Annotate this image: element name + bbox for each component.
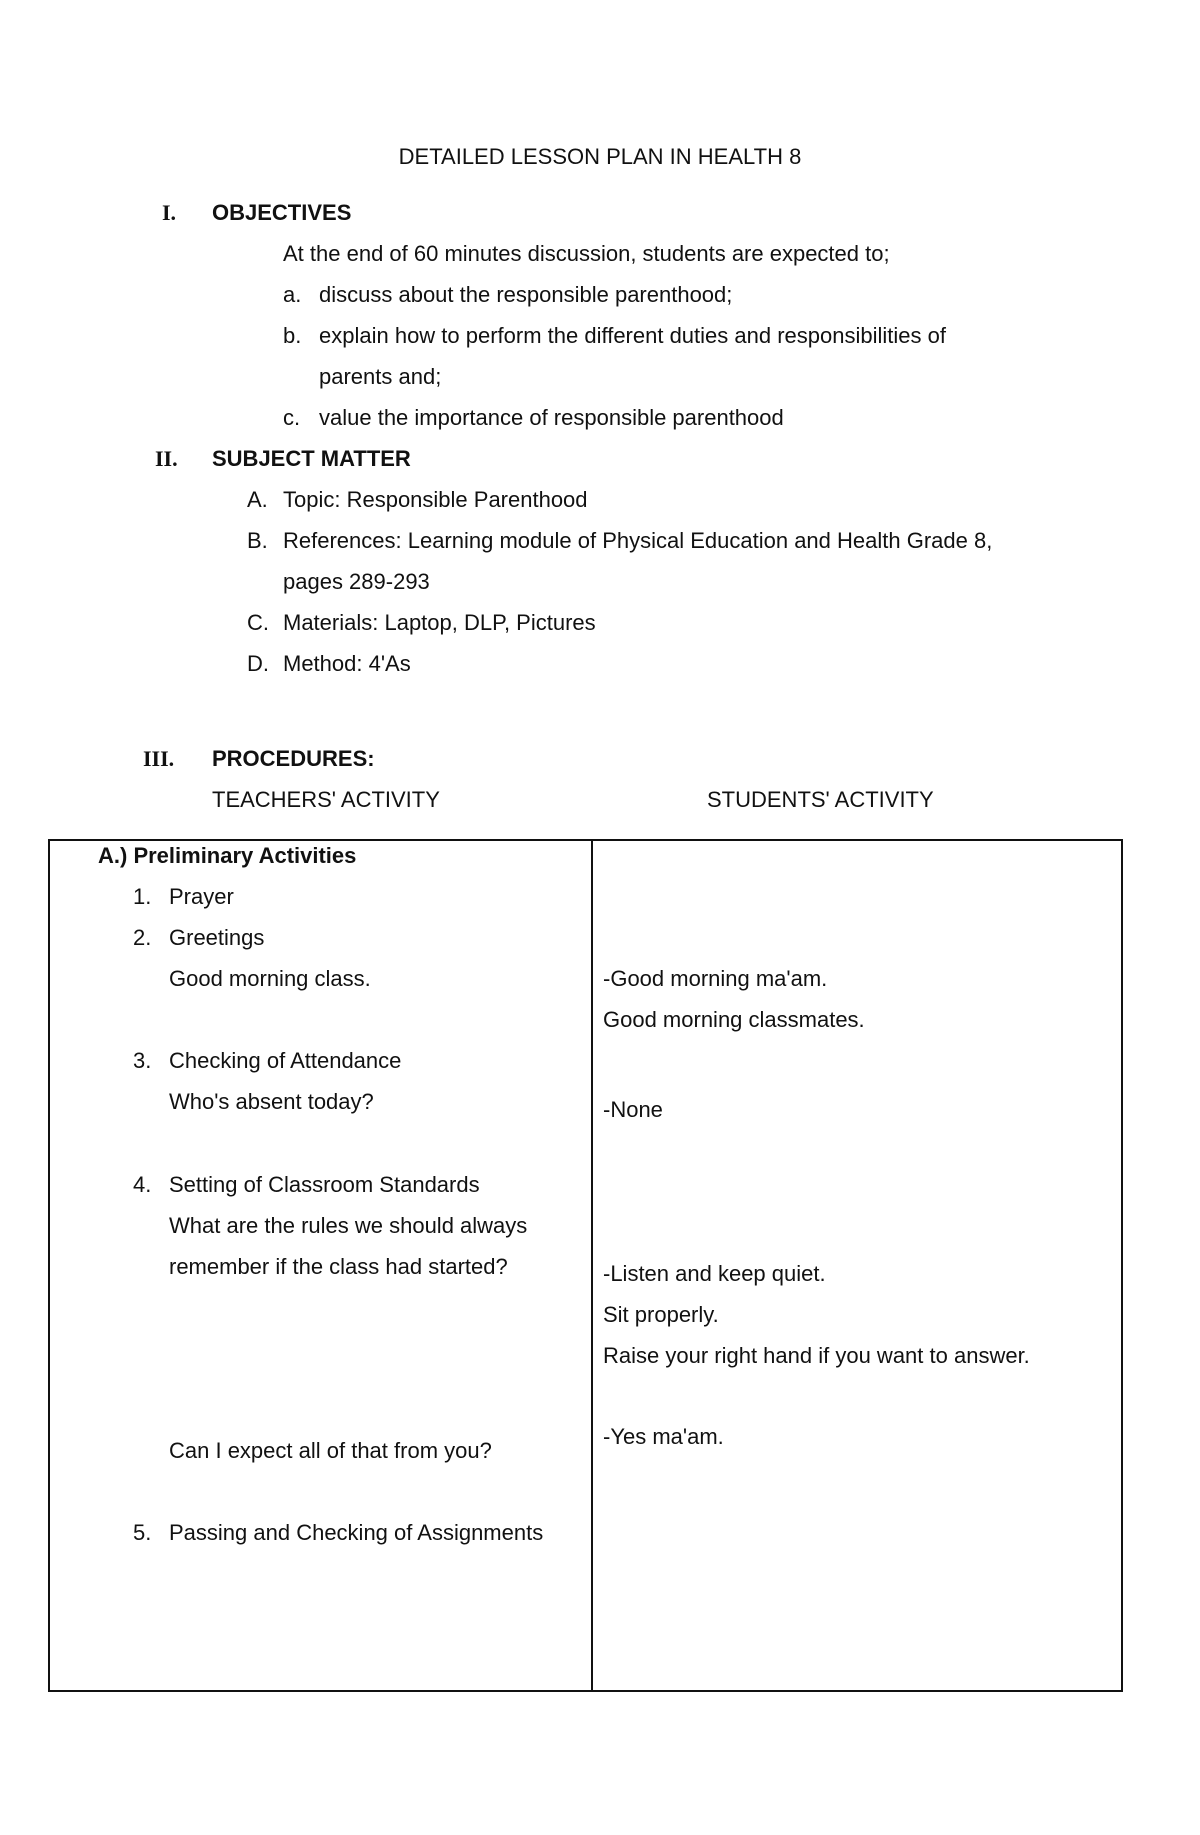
students-activity-heading: STUDENTS' ACTIVITY <box>707 787 934 812</box>
objective-b-text: explain how to perform the different duties and responsibilities of <box>319 323 946 348</box>
objectives-numeral: I. <box>162 200 177 225</box>
subject-heading: SUBJECT MATTER <box>212 446 411 471</box>
procedures-numeral: III. <box>143 746 175 771</box>
step-3-line: Who's absent today? <box>169 1089 374 1114</box>
subject-numeral: II. <box>155 446 178 471</box>
subject-a-text: Topic: Responsible Parenthood <box>283 487 588 512</box>
student-response-greeting-2: Good morning classmates. <box>603 1007 865 1032</box>
step-5-number: 5. <box>133 1520 152 1545</box>
step-4-title: Setting of Classroom Standards <box>169 1172 480 1197</box>
subject-a-marker: A. <box>247 487 268 512</box>
objective-a-text: discuss about the responsible parenthood; <box>319 282 733 307</box>
student-response-rule-3: Raise your right hand if you want to answer. <box>603 1343 1030 1368</box>
subject-c-text: Materials: Laptop, DLP, Pictures <box>283 610 596 635</box>
subject-b-text: References: Learning module of Physical Education and Health Grade 8, <box>283 528 993 553</box>
step-4-number: 4. <box>133 1172 152 1197</box>
student-response-attendance: -None <box>603 1097 663 1122</box>
subject-b-marker: B. <box>247 528 268 553</box>
subject-b-text-cont: pages 289-293 <box>283 569 430 594</box>
objective-c-marker: c. <box>283 405 301 430</box>
step-4-line-1: What are the rules we should always <box>169 1213 528 1238</box>
step-4-line-2: remember if the class had started? <box>169 1254 508 1279</box>
subject-c-marker: C. <box>247 610 269 635</box>
objectives-intro: At the end of 60 minutes discussion, students are expected to; <box>283 241 890 266</box>
step-4-followup-line: Can I expect all of that from you? <box>169 1438 492 1463</box>
student-response-rule-2: Sit properly. <box>603 1302 719 1327</box>
objectives-heading: OBJECTIVES <box>212 200 352 225</box>
student-response-agree: -Yes ma'am. <box>603 1424 724 1449</box>
step-2-number: 2. <box>133 925 152 950</box>
step-1-title: Prayer <box>169 884 234 909</box>
preliminary-activities-heading: A.) Preliminary Activities <box>98 843 357 868</box>
step-1-number: 1. <box>133 884 152 909</box>
step-2-line: Good morning class. <box>169 966 371 991</box>
step-2-title: Greetings <box>169 925 265 950</box>
teacher-activity-cell <box>49 840 592 1691</box>
step-5-title: Passing and Checking of Assignments <box>169 1520 544 1545</box>
subject-d-marker: D. <box>247 651 269 676</box>
document-title: DETAILED LESSON PLAN IN HEALTH 8 <box>398 144 802 169</box>
objective-b-text-cont: parents and; <box>319 364 442 389</box>
step-3-title: Checking of Attendance <box>169 1048 402 1073</box>
teachers-activity-heading: TEACHERS' ACTIVITY <box>212 787 440 812</box>
objective-c-text: value the importance of responsible parenthood <box>319 405 784 430</box>
objective-b-marker: b. <box>283 323 302 348</box>
student-activity-cell <box>592 840 1122 1691</box>
procedures-table <box>48 839 1123 1692</box>
objective-a-marker: a. <box>283 282 302 307</box>
step-3-number: 3. <box>133 1048 152 1073</box>
student-response-rule-1: -Listen and keep quiet. <box>603 1261 826 1286</box>
student-response-greeting-1: -Good morning ma'am. <box>603 966 828 991</box>
procedures-heading: PROCEDURES: <box>212 746 375 771</box>
subject-d-text: Method: 4'As <box>283 651 411 676</box>
